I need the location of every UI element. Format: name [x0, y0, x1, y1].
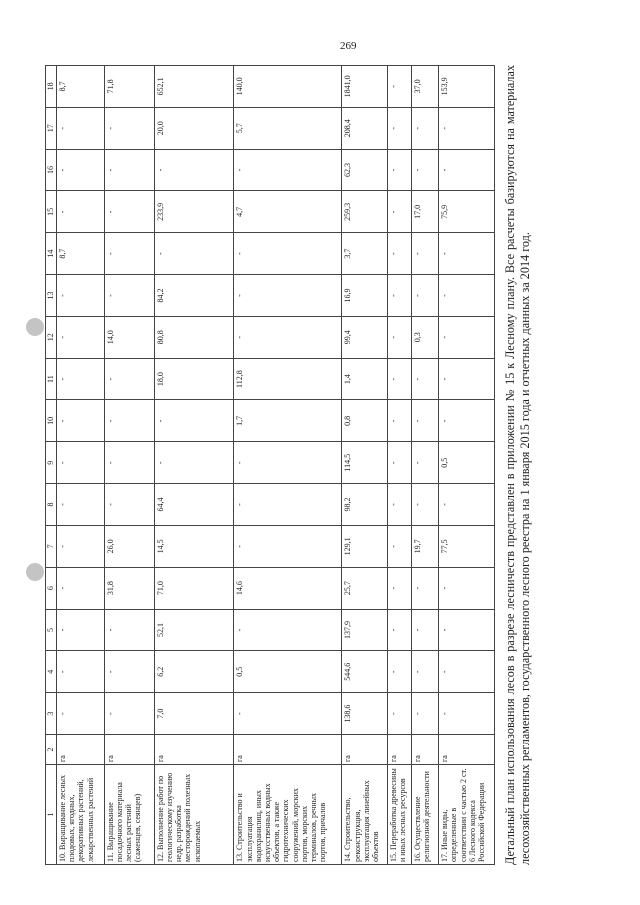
forest-use-table [45, 65, 495, 865]
value-cell: - [411, 275, 438, 317]
header-cell: 15 [46, 191, 57, 233]
value-cell: - [57, 609, 105, 651]
value-cell: 17,0 [411, 191, 438, 233]
value-cell: - [154, 149, 234, 191]
table-row [439, 66, 495, 865]
table-body [57, 66, 495, 865]
value-cell: 19,7 [411, 525, 438, 567]
value-cell: - [387, 400, 411, 442]
value-cell: 138,6 [342, 693, 387, 735]
value-cell: - [439, 484, 495, 526]
value-cell: 37,0 [411, 66, 438, 108]
value-cell: - [387, 316, 411, 358]
value-cell: 0,3 [411, 316, 438, 358]
row-description: 12. Выполнение работ по геологическому изучению недр, разработка месторождений полезных ископаемых [154, 765, 234, 865]
row-unit: га [411, 735, 438, 765]
row-unit: га [387, 735, 411, 765]
header-cell: 6 [46, 567, 57, 609]
value-cell: - [387, 609, 411, 651]
value-cell: 112,8 [234, 358, 342, 400]
value-cell: 31,8 [104, 567, 154, 609]
value-cell: - [234, 525, 342, 567]
row-unit: га [234, 735, 342, 765]
header-cell: 12 [46, 316, 57, 358]
value-cell: 84,2 [154, 275, 234, 317]
value-cell: 99,4 [342, 316, 387, 358]
value-cell: - [104, 149, 154, 191]
value-cell: 14,5 [154, 525, 234, 567]
value-cell: - [411, 567, 438, 609]
value-cell: - [234, 149, 342, 191]
value-cell: 140,0 [234, 66, 342, 108]
caption-paragraph: Детальный план использования лесов в разрезе лесничеств представлен в приложении № 15 к Лесному плану. Все расчеты базируются на материалах лесохозяйственных регламентов, государственного лесного реестра на 1 января 2015 года и отчетных данных за 2014 год. [503, 65, 532, 865]
value-cell: 80,8 [154, 316, 234, 358]
value-cell: - [439, 567, 495, 609]
header-cell: 3 [46, 693, 57, 735]
value-cell: 5,7 [234, 107, 342, 149]
punch-hole-top [26, 318, 44, 336]
value-cell: - [439, 651, 495, 693]
value-cell: 77,5 [439, 525, 495, 567]
value-cell: - [387, 107, 411, 149]
value-cell: - [439, 400, 495, 442]
value-cell: 652,1 [154, 66, 234, 108]
row-description: 14. Строительство, реконструкция, эксплуатация линейных объектов [342, 765, 387, 865]
value-cell: - [411, 233, 438, 275]
value-cell: - [387, 651, 411, 693]
header-cell: 13 [46, 275, 57, 317]
table-row [342, 66, 387, 865]
punch-hole-bottom [26, 563, 44, 581]
value-cell: - [387, 693, 411, 735]
value-cell: - [104, 651, 154, 693]
header-cell: 10 [46, 400, 57, 442]
value-cell: - [154, 233, 234, 275]
value-cell: - [57, 525, 105, 567]
value-cell: 114,5 [342, 442, 387, 484]
value-cell: 0,5 [234, 651, 342, 693]
value-cell: 137,9 [342, 609, 387, 651]
value-cell: 16,9 [342, 275, 387, 317]
value-cell: 18,0 [154, 358, 234, 400]
value-cell: 544,6 [342, 651, 387, 693]
row-description: 16. Осуществление религиозной деятельности [411, 765, 438, 865]
value-cell: 26,0 [104, 525, 154, 567]
value-cell: - [411, 442, 438, 484]
value-cell: - [104, 275, 154, 317]
row-unit: га [439, 735, 495, 765]
value-cell: 1,7 [234, 400, 342, 442]
value-cell: - [387, 191, 411, 233]
value-cell: 1,4 [342, 358, 387, 400]
value-cell: 4,7 [234, 191, 342, 233]
value-cell: - [57, 275, 105, 317]
header-cell: 1 [46, 765, 57, 865]
value-cell: - [57, 358, 105, 400]
value-cell: 6,2 [154, 651, 234, 693]
value-cell: 75,9 [439, 191, 495, 233]
value-cell: - [57, 107, 105, 149]
value-cell: - [154, 442, 234, 484]
value-cell: - [387, 66, 411, 108]
value-cell: - [234, 275, 342, 317]
row-unit: га [342, 735, 387, 765]
value-cell: - [439, 107, 495, 149]
value-cell: 64,4 [154, 484, 234, 526]
value-cell: - [104, 233, 154, 275]
value-cell: 153,9 [439, 66, 495, 108]
value-cell: - [387, 525, 411, 567]
value-cell: - [411, 609, 438, 651]
value-cell: 8,7 [57, 233, 105, 275]
value-cell: - [411, 693, 438, 735]
value-cell: - [234, 442, 342, 484]
value-cell: 71,0 [154, 567, 234, 609]
value-cell: - [104, 609, 154, 651]
table-row [411, 66, 438, 865]
value-cell: - [57, 149, 105, 191]
value-cell: - [104, 693, 154, 735]
value-cell: - [387, 358, 411, 400]
header-cell: 4 [46, 651, 57, 693]
value-cell: - [411, 358, 438, 400]
value-cell: - [387, 442, 411, 484]
value-cell: 52,1 [154, 609, 234, 651]
row-unit: га [154, 735, 234, 765]
value-cell: - [439, 693, 495, 735]
value-cell: - [411, 400, 438, 442]
value-cell: - [57, 567, 105, 609]
value-cell: - [411, 484, 438, 526]
value-cell: 25,7 [342, 567, 387, 609]
value-cell: - [439, 358, 495, 400]
value-cell: - [234, 316, 342, 358]
value-cell: - [57, 484, 105, 526]
value-cell: - [104, 191, 154, 233]
table-row [154, 66, 234, 865]
value-cell: - [387, 484, 411, 526]
value-cell: - [439, 316, 495, 358]
header-cell: 17 [46, 107, 57, 149]
value-cell: 14,0 [104, 316, 154, 358]
value-cell: 129,1 [342, 525, 387, 567]
value-cell: - [439, 275, 495, 317]
row-description: 10. Выращивание лесных плодовых, ягодных, декоративных растений, лекарственных растений [57, 765, 105, 865]
value-cell: 71,8 [104, 66, 154, 108]
value-cell: - [387, 275, 411, 317]
value-cell: - [104, 358, 154, 400]
page-number: 269 [340, 40, 357, 52]
value-cell: 3,7 [342, 233, 387, 275]
value-cell: - [104, 442, 154, 484]
value-cell: - [57, 191, 105, 233]
value-cell: 233,9 [154, 191, 234, 233]
value-cell: - [387, 233, 411, 275]
value-cell: - [411, 651, 438, 693]
value-cell: - [411, 149, 438, 191]
value-cell: - [57, 442, 105, 484]
header-row [46, 66, 57, 865]
value-cell: 98,2 [342, 484, 387, 526]
value-cell: - [104, 484, 154, 526]
value-cell: 1841,0 [342, 66, 387, 108]
table-row [387, 66, 411, 865]
table-row [234, 66, 342, 865]
value-cell: - [387, 149, 411, 191]
value-cell: - [234, 484, 342, 526]
table-row [57, 66, 105, 865]
value-cell: - [57, 316, 105, 358]
header-cell: 5 [46, 609, 57, 651]
rotated-page-content [45, 25, 590, 865]
value-cell: 208,4 [342, 107, 387, 149]
value-cell: - [104, 107, 154, 149]
value-cell: - [439, 233, 495, 275]
header-cell: 11 [46, 358, 57, 400]
value-cell: 62,3 [342, 149, 387, 191]
value-cell: - [57, 651, 105, 693]
table-row [104, 66, 154, 865]
value-cell: - [57, 400, 105, 442]
value-cell: - [439, 149, 495, 191]
row-unit: га [57, 735, 105, 765]
value-cell: 7,0 [154, 693, 234, 735]
value-cell: 14,6 [234, 567, 342, 609]
value-cell: - [439, 609, 495, 651]
value-cell: 0,8 [342, 400, 387, 442]
header-cell: 18 [46, 66, 57, 108]
header-cell: 14 [46, 233, 57, 275]
header-cell: 8 [46, 484, 57, 526]
value-cell: 8,7 [57, 66, 105, 108]
value-cell: - [234, 693, 342, 735]
value-cell: - [411, 107, 438, 149]
value-cell: 20,0 [154, 107, 234, 149]
value-cell: 259,3 [342, 191, 387, 233]
value-cell: - [234, 609, 342, 651]
value-cell: - [154, 400, 234, 442]
row-unit: га [104, 735, 154, 765]
value-cell: - [104, 400, 154, 442]
row-description: 15. Переработка древесины и иных лесных ресурсов [387, 765, 411, 865]
value-cell: - [387, 567, 411, 609]
header-cell: 7 [46, 525, 57, 567]
value-cell: - [234, 233, 342, 275]
row-description: 11. Выращивание посадочного материала лесных растений (саженцев, сеянцев) [104, 765, 154, 865]
header-cell: 16 [46, 149, 57, 191]
row-description: 13. Строительство и эксплуатация водохранилищ, иных искусственных водных объектов, а также гидротехнических сооружений, морских портов, морских терминалов, речных портов, причалов [234, 765, 342, 865]
header-cell: 9 [46, 442, 57, 484]
row-description: 17. Иные виды, определенные в соответствии с частью 2 ст. 6 Лесного кодекса Российской Федерации [439, 765, 495, 865]
value-cell: - [57, 693, 105, 735]
header-cell: 2 [46, 735, 57, 765]
value-cell: 0,5 [439, 442, 495, 484]
caption-text [503, 65, 532, 865]
